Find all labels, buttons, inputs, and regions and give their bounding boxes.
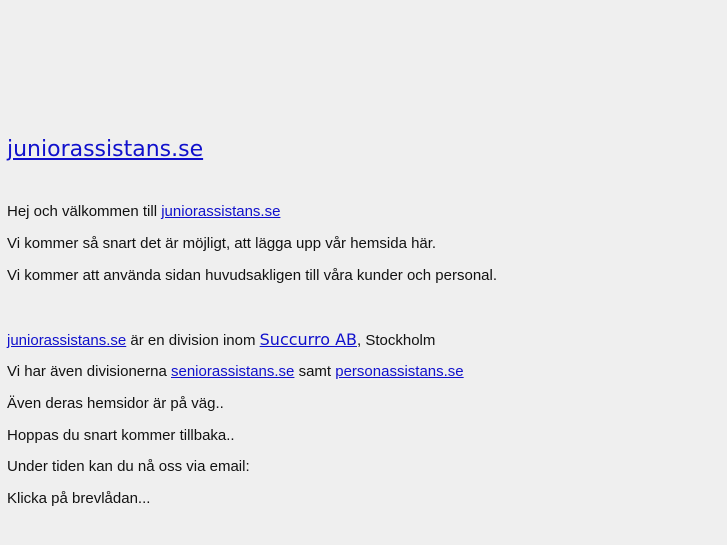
succurro-link[interactable]: Succurro AB — [259, 330, 357, 349]
seniorassistans-link[interactable]: seniorassistans.se — [171, 363, 295, 380]
personassistans-link[interactable]: personassistans.se — [335, 363, 464, 380]
on-the-way-line: Även deras hemsidor är på väg.. — [7, 395, 224, 412]
mailbox-line: Klicka på brevlådan... — [7, 490, 151, 507]
welcome-line — [7, 203, 280, 221]
usage-line: Vi kommer att använda sidan huvudsakligen till våra kunder och personal. — [7, 267, 498, 284]
welcome-text: Hej och välkommen till — [7, 203, 162, 220]
email-line: Under tiden kan du nå oss via email: — [7, 458, 250, 475]
divisions-prefix: Vi har även divisionerna — [7, 363, 171, 380]
division-link[interactable]: juniorassistans.se — [7, 332, 127, 349]
come-back-line: Hoppas du snart kommer tillbaka.. — [7, 427, 235, 444]
site-title-link[interactable]: juniorassistans.se — [7, 137, 204, 162]
coming-soon-line: Vi kommer så snart det är möjligt, att lägga upp vår hemsida här. — [7, 235, 437, 252]
division-suffix: , Stockholm — [357, 332, 436, 349]
divisions-middle: samt — [294, 363, 336, 380]
welcome-link[interactable]: juniorassistans.se — [161, 203, 281, 220]
divisions-line — [7, 363, 464, 381]
division-text: är en division inom — [126, 332, 260, 349]
division-line — [7, 331, 435, 350]
